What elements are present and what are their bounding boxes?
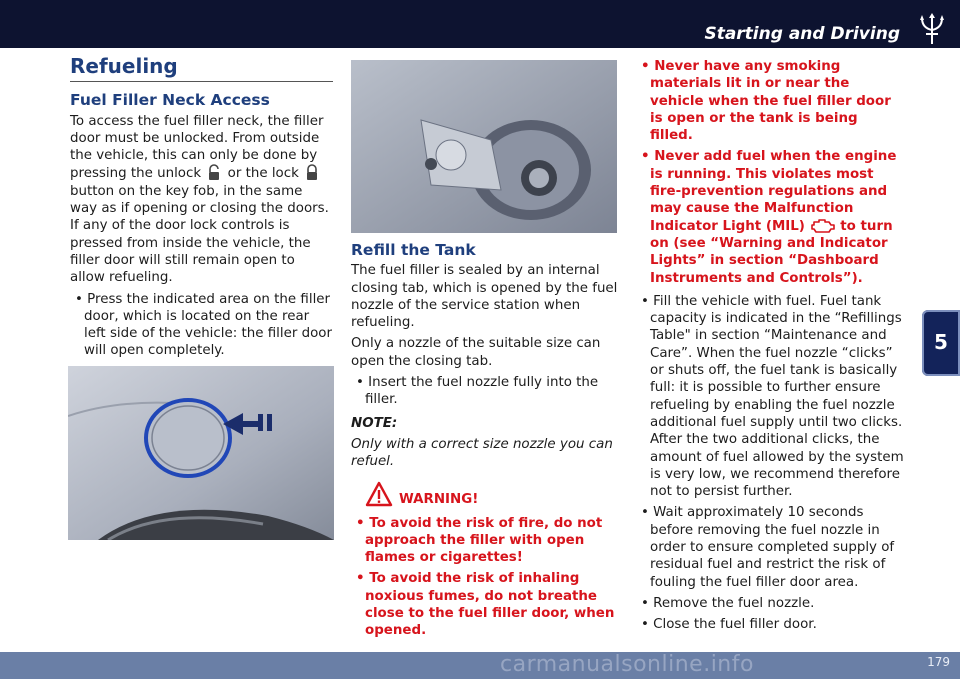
middle-column bbox=[351, 240, 621, 644]
access-paragraph: To access the fuel filler neck, the filler door must be unlocked. From outside the vehicle, this can only be done by pressing the unlock or the lock button on the key fob, in the same way as if opening or closing the doors. If any of the door lock controls is pressed from inside the vehicle, the filler door will still remain open to allow refueling. bbox=[70, 113, 329, 286]
smoking-warning: • Never have any smoking materials lit in or near the vehicle when the fuel filler door is open or the tank is being filled. bbox=[641, 59, 891, 144]
engine-warning: • Never add fuel when the engine is running. This violates most fire-prevention regulations and may cause the Malfunction Indicator Light (MIL) to turn on (see “Warning and Indicator Lights” in section “Dashboard Instruments and Controls”). bbox=[641, 149, 897, 286]
warning-title: WARNING! bbox=[399, 491, 479, 507]
right-column bbox=[636, 58, 904, 638]
malfunction-indicator-icon bbox=[810, 218, 836, 234]
fuel-cap-photo bbox=[351, 60, 617, 233]
refill-title: Refill the Tank bbox=[351, 241, 476, 259]
wait-bullet: • Wait approximately 10 seconds before removing the fuel nozzle in order to ensure completed supply of residual fuel and restrict the risk of fouling the fuel filler door area. bbox=[641, 505, 895, 590]
page-title: Refueling bbox=[70, 58, 333, 82]
fill-bullet: • Fill the vehicle with fuel. Fuel tank capacity is indicated in the “Refillings Table" in section “Maintenance and Care”. When the fuel nozzle “clicks” or shuts off, the fuel tank is basically full: it is possible to further ensure refueling by enabling the fuel nozzle additional fuel supply until two clicks. After the two additional clicks, the amount of fuel allowed by the system is very low, we recommend therefore not to persist further. bbox=[641, 293, 904, 500]
close-bullet: • Close the fuel filler door. bbox=[641, 617, 817, 633]
footer-bar bbox=[0, 652, 960, 679]
page-number: 179 bbox=[927, 655, 950, 669]
section-title: Starting and Driving bbox=[704, 24, 900, 44]
sealed-paragraph: The fuel filler is sealed by an internal closing tab, which is opened by the fuel nozzle of the service station when refueling. bbox=[351, 263, 618, 331]
header-bar bbox=[0, 0, 960, 48]
press-door-bullet: • Press the indicated area on the filler door, which is located on the rear left side of the vehicle: the filler door will open completely. bbox=[75, 291, 332, 359]
lock-icon bbox=[303, 164, 321, 182]
watermark: carmanualsonline.info bbox=[500, 652, 754, 677]
nozzle-paragraph: Only a nozzle of the suitable size can open the closing tab. bbox=[351, 336, 601, 369]
warning-heading bbox=[351, 485, 621, 515]
remove-bullet: • Remove the fuel nozzle. bbox=[641, 595, 815, 611]
warning-item: • To avoid the risk of fire, do not approach the filler with open flames or cigarettes! bbox=[356, 515, 603, 566]
warning-item: • To avoid the risk of inhaling noxious fumes, do not breathe close to the fuel filler door, when opened. bbox=[356, 571, 615, 639]
warning-triangle-icon bbox=[365, 481, 393, 507]
unlock-icon bbox=[205, 164, 223, 182]
chapter-tab: 5 bbox=[922, 310, 960, 376]
note-label: NOTE: bbox=[351, 415, 398, 431]
trident-logo-icon bbox=[916, 12, 948, 46]
left-column bbox=[70, 54, 333, 364]
note-text: Only with a correct size nozzle you can refuel. bbox=[351, 436, 613, 470]
subsection-title: Fuel Filler Neck Access bbox=[70, 91, 270, 110]
insert-nozzle-bullet: • Insert the fuel nozzle fully into the filler. bbox=[356, 375, 599, 408]
filler-door-photo bbox=[68, 366, 334, 540]
